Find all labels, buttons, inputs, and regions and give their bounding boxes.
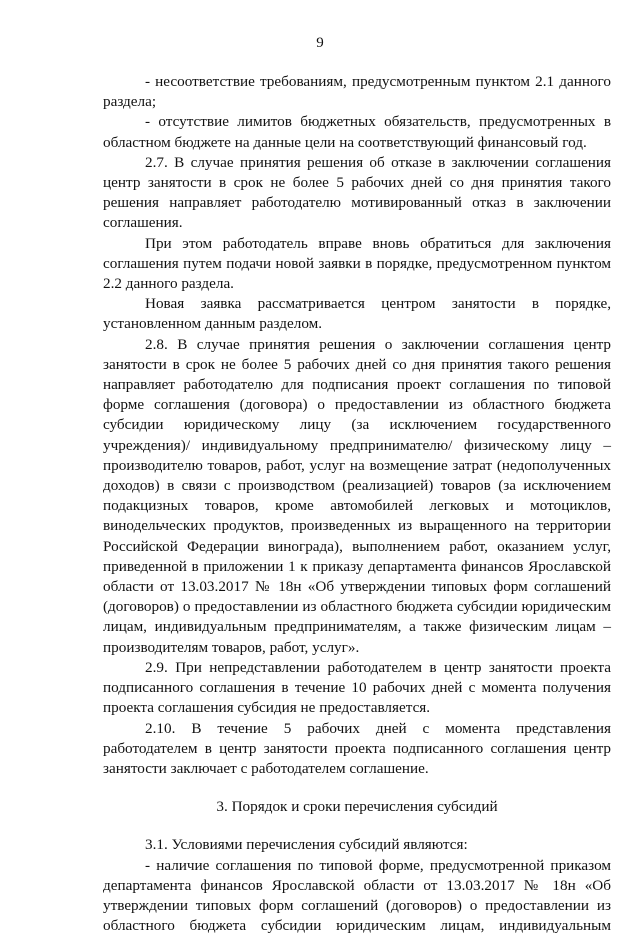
paragraph-2-10: 2.10. В течение 5 рабочих дней с момента представления работодателем в центр занятости проекта подписанного соглашения центр занятости заключает с работодателем соглашение. <box>103 719 611 777</box>
paragraph-3-1-item: - наличие соглашения по типовой форме, предусмотренной приказом департамента финансов Ярославской области от 13.03.2017 № 18н «Об утверждении типовых форм соглашений (договоров) о предоставлении из областного бюджета субсидии юридическим лицам, индивидуальным <box>103 856 611 935</box>
paragraph-item-1: - несоответствие требованиям, предусмотренным пунктом 2.1 данного раздела; <box>103 73 611 111</box>
section-3-heading: 3. Порядок и сроки перечисления субсидий <box>216 798 498 816</box>
paragraph-3-1: 3.1. Условиями перечисления субсидий являются: <box>145 836 468 854</box>
paragraph-reapply: При этом работодатель вправе вновь обратиться для заключения соглашения путем подачи новой заявки в порядке, предусмотренном пунктом 2.2 данного раздела. <box>103 234 611 293</box>
paragraph-new-application: Новая заявка рассматривается центром занятости в порядке, установленном данным разделом. <box>103 295 611 333</box>
page-number: 9 <box>316 35 324 51</box>
paragraph-2-8: 2.8. В случае принятия решения о заключении соглашения центр занятости в срок не более 5 рабочих дней со дня принятия такого решения направляет работодателю для подписания проект соглашения по типовой форме соглашения (договора) о предоставлении из областного бюджета субсидии юридическому лицу (за исключением государственного учреждения)/ индивидуальному предпринимателю/ физическому лицу – производителю товаров, работ, услуг на возмещение затрат (недополученных доходов) в связи с производством (реализацией) товаров (за исключением подакцизных товаров, кроме автомобилей легковых и мотоциклов, винодельческих продуктов, произведенных из выращенного на территории Российской Федерации винограда), выполнением работ, оказанием услуг, приведенной в приложении 1 к приказу департамента финансов Ярославской области от 13.03.2017 № 18н «Об утверждении типовых форм соглашений (договоров) о предоставлении из областного бюджета субсидии юридическим лицам, индивидуальным предпринимателям, а также физическим лицам – производителям товаров, работ, услуг». <box>103 335 611 656</box>
paragraph-2-7: 2.7. В случае принятия решения об отказе в заключении соглашения центр занятости в срок не более 5 рабочих дней со дня принятия такого решения направляет работодателю мотивированный отказ в заключении соглашения. <box>103 153 611 232</box>
paragraph-2-9: 2.9. При непредставлении работодателем в центр занятости проекта подписанного соглашения в течение 10 рабочих дней с момента получения проекта соглашения субсидия не предоставляется. <box>103 658 611 717</box>
paragraph-item-2: - отсутствие лимитов бюджетных обязательств, предусмотренных в областном бюджете на данные цели на соответствующий финансовый год. <box>103 113 611 151</box>
document-body <box>103 72 611 936</box>
